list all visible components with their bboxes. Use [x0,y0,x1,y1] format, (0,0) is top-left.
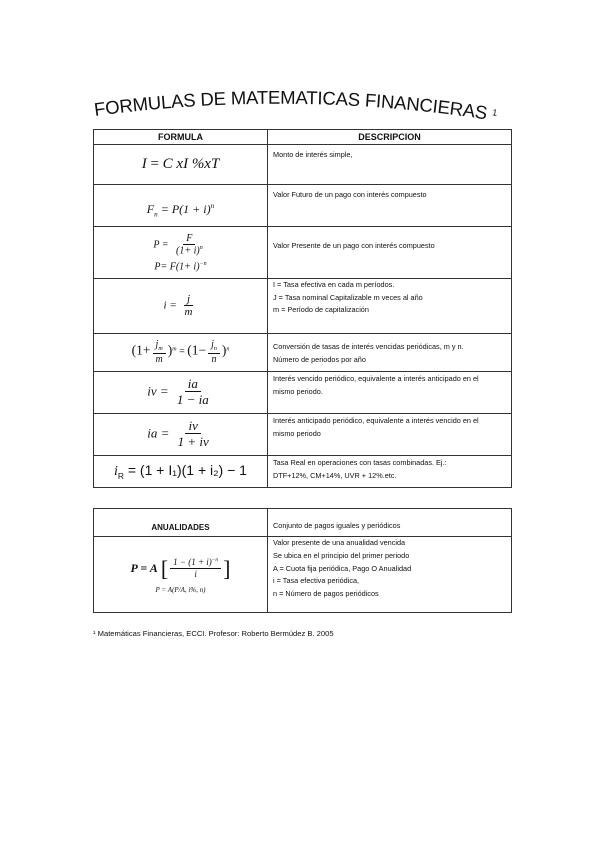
description-cell: Valor Presente de un pago con interés compuesto [268,227,512,279]
table-row [94,456,512,488]
description-cell: Conversión de tasas de interés vencidas periódicas, m y n. Número de periodos por año [268,334,512,372]
table-row [94,185,512,227]
formula-interes-simple: I = C xI %xT [94,145,268,185]
page-title [90,82,520,132]
anualidades-header-row [94,509,512,537]
header-descripcion: DESCRIPCION [268,130,512,145]
table-row [94,334,512,372]
description-cell: Monto de interés simple, [268,145,512,185]
table-header-row [94,130,512,145]
formula-table [93,129,512,488]
description-cell: Tasa Real en operaciones con tasas combinadas. Ej.: DTF+12%, CM+14%, UVR + 12%.etc. [268,456,512,488]
description-cell: Valor Futuro de un pago con interés compuesto [268,185,512,227]
fraction: $\frac{j}{m}$ [184,292,193,318]
description-cell: Interés anticipado periódico, equivalente a interés vencido en el mismo periodo [268,414,512,456]
description-cell: Valor presente de una anualidad vencida Se ubica en el principio del primer periodo A = Cuota fija periódica, Pago O Anualidad i = Tasa efectiva periódica, n = Número de pagos periódicos [268,537,512,613]
formula-conversion-tasas: (1+ $\frac{j_m}{m}$ )$^m$ = (1− $\frac{j_n}{n}$ )$^n$ [94,334,268,372]
page-title-text: FORMULAS DE MATEMATICAS FINANCIERAS $^1$ [92,86,498,124]
fraction: $\frac{j_m}{m}$ [153,339,166,366]
formula-interes-anticipado: ia = $\frac{iv}{1 + iv}$ [94,414,268,456]
table-row [94,145,512,185]
table-row [94,279,512,334]
fraction: $\frac{j_n}{n}$ [208,339,220,366]
page-title-arc [90,82,520,132]
fraction: $\frac{ia}{1 - ia}$ [176,376,209,408]
formula-valor-presente: P = $\frac{F}{(1+ i)^n}$ $P= F(1+ i)^{-n}$ [94,227,268,279]
formula-tasa-efectiva: i = $\frac{j}{m}$ [94,279,268,334]
description-cell: Interés vencido periódico, equivalente a interés anticipado en el mismo periodo. [268,372,512,414]
formula-valor-futuro: $F_n = P(1 + i)^n$ [94,185,268,227]
header-anualidades: ANUALIDADES [94,509,268,537]
table-row [94,537,512,613]
anualidades-header-desc: Conjunto de pagos iguales y periódicos [268,509,512,537]
fraction: $\frac{1 - (1 + i)^{-n}}{i}$ [170,558,221,580]
footnote: ¹ Matemáticas Financieras, ECCI. Profesor: Roberto Bermúdez B. 2005 [93,629,334,638]
fraction: $\frac{F}{(1+ i)^n}$ [176,233,203,257]
formula-tasa-real: $i_R = (1 + I_1)(1 + i_2) - 1$ [94,456,268,488]
description-cell: I = Tasa efectiva en cada m períodos. J = Tasa nominal Capitalizable m veces al año m = Período de capitalización [268,279,512,334]
formula-interes-vencido: iv = $\frac{ia}{1 - ia}$ [94,372,268,414]
table-row [94,227,512,279]
fraction: $\frac{iv}{1 + iv}$ [177,418,209,450]
formula-anualidad: P = A [ $\frac{1 - (1 + i)^{-n}}{i}$ ] P = A(P/A, i%, n) [94,537,268,613]
table-row [94,372,512,414]
anualidades-table [93,508,512,613]
table-row [94,414,512,456]
header-formula: FORMULA [94,130,268,145]
